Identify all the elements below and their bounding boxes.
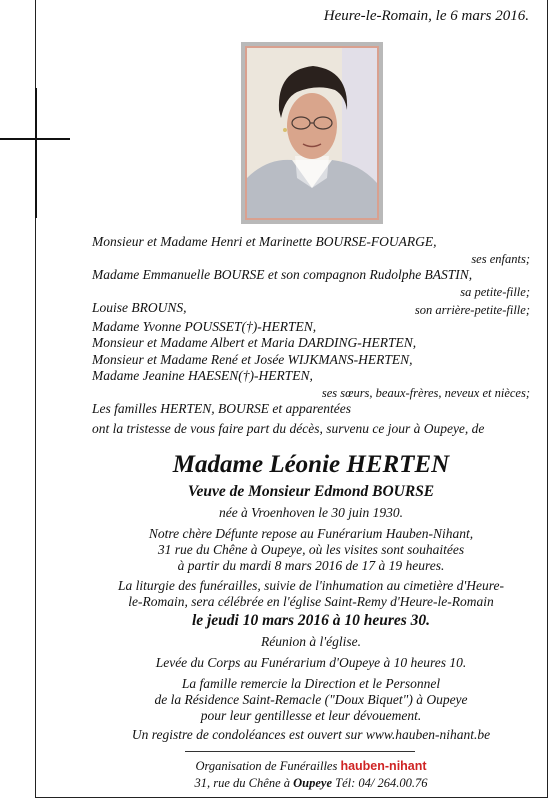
footer-address: 31, rue du Chêne à Oupeye Tél: 04/ 264.00.76 [194, 776, 428, 790]
family-list [92, 234, 530, 437]
cross-vertical-bar [35, 88, 37, 218]
deceased-name: Madame Léonie HERTEN [172, 451, 450, 478]
birth-line: née à Vroenhoven le 30 juin 1930. [218, 505, 404, 520]
family-line: Madame Yvonne POUSSET(†)-HERTEN, [92, 318, 317, 334]
condolence-register: Un registre de condoléances est ouvert sur www.hauben-nihant.be [131, 727, 491, 742]
footer-divider [185, 751, 415, 752]
family-line: Monsieur et Madame Henri et Marinette BOURSE-FOUARGE, [92, 234, 437, 249]
family-relation: ses enfants; [471, 251, 530, 266]
footer-organisation: Organisation de Funérailles hauben-nihant [195, 759, 427, 773]
thanks-paragraph: La famille remercie la Direction et le Personnel de la Résidence Saint-Remacle ("Doux Biquet") à Oupeye pour leur gentillesse et leur dévouement. [154, 676, 468, 723]
liturgy-paragraph: La liturgie des funérailles, suivie de l'inhumation au cimetière d'Heure- le-Romain, sera célébrée en l'église Saint-Remy d'Heure-le-Romain [118, 578, 504, 609]
cross-horizontal-bar [0, 138, 70, 140]
place-date: Heure-le-Romain, le 6 mars 2016. [323, 8, 529, 24]
departure-line: Levée du Corps au Funérarium d'Oupeye à 10 heures 10. [155, 655, 467, 670]
family-line: Les familles HERTEN, BOURSE et apparentées [92, 401, 351, 416]
funeral-home-logo: hauben-nihant [340, 759, 427, 773]
announcement-line: ont la tristesse de vous faire part du décès, survenu ce jour à Oupeye, de [92, 420, 485, 436]
funeral-date-time: le jeudi 10 mars 2016 à 10 heures 30. [191, 612, 431, 629]
widow-line: Veuve de Monsieur Edmond BOURSE [187, 483, 435, 500]
family-line: Madame Jeanine HAESEN(†)-HERTEN, [92, 368, 313, 383]
family-relation: son arrière-petite-fille; [414, 303, 530, 317]
portrait-image [247, 48, 377, 218]
portrait-photo [241, 42, 383, 224]
family-line: Madame Emmanuelle BOURSE et son compagnon Rudolphe BASTIN, [92, 267, 473, 282]
family-line: Monsieur et Madame Albert et Maria DARDING-HERTEN, [92, 335, 417, 350]
family-line: Monsieur et Madame René et Josée WIJKMANS-HERTEN, [92, 351, 413, 367]
family-relation: ses sœurs, beaux-frères, neveux et nièces; [321, 385, 530, 400]
family-line: Louise BROUNS, son arrière-petite-fille; [92, 300, 530, 317]
family-relation: sa petite-fille; [460, 284, 530, 299]
meeting-line: Réunion à l'église. [261, 634, 361, 649]
rest-paragraph: Notre chère Défunte repose au Funérarium Hauben-Nihant, 31 rue du Chêne à Oupeye, où les visites sont souhaitées à partir du mardi 8 mars 2016 de 17 à 19 heures. [148, 526, 474, 573]
